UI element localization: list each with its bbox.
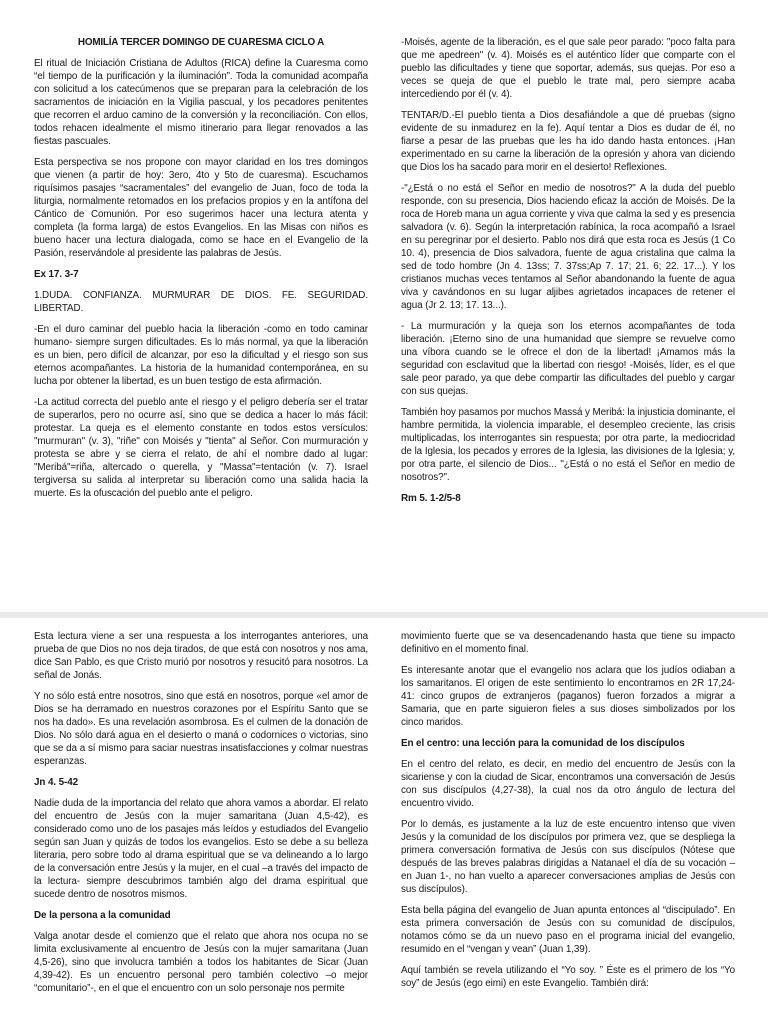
paragraph: movimiento fuerte que se va desencadenando hasta que tiene su impacto definitivo en el momento final. — [401, 631, 735, 655]
section-heading: De la persona a la comunidad — [34, 910, 171, 921]
page2-left-column — [34, 618, 368, 1003]
paragraph: Es interesante anotar que el evangelio nos aclara que los judíos odiaban a los samaritanos. El origen de este sentimiento lo encontramos en 2R 17,24-41: cinco grupos de extranjeros (paganos) fueron forzados a migrar a Samaria, que en parte siguieron fieles a sus dioses simbolizados por los cinco maridos. — [401, 665, 735, 728]
paragraph: Esta lectura viene a ser una respuesta a los interrogantes anteriores, una prueba de que Dios no nos deja tirados, de que está con nosotros y nos ama, dice San Pablo, es que Cristo murió por nosotros y resucitó para nosotros. La señal de Jonás. — [34, 631, 368, 681]
scripture-reference-ex: Ex 17. 3-7 — [34, 269, 79, 280]
page1-left-column — [34, 0, 368, 508]
paragraph: -"¿Está o no está el Señor en medio de nosotros?" A la duda del pueblo responde, con su presencia, Dios haciendo eficaz la acción de Moisés. De la roca de Horeb mana un agua corriente y viva que calma la sed y es presencia salvadora (v. 6). Según la interpretación rabínica, la roca acompañó a Israel en su peregrinar por el desierto. Pablo nos dirá que esta roca es Jesús (1 Co 10. 4), presencia de Dios salvadora, fuente de agua cristalina que calma la sed de todo hombre (Jn 4. 13ss; 7. 37ss;Ap 7. 17; 21. 6; 22. 17...). Y los cristianos muchas veces tentamos al Señor abandonando la fuente de agua viva y cavándonos en su lugar aljibes agrietados incapaces de retener el agua (Jr 2. 13; 17. 13...). — [401, 183, 735, 311]
paragraph: Y no sólo está entre nosotros, sino que está en nosotros, porque «el amor de Dios se ha derramado en nuestros corazones por el Espíritu Santo que se nos ha dado». Es una revelación asombrosa. Es el culmen de la donación de Dios. No sólo dará agua en el desierto o maná o codornices o victorias, sino que se da a sí mismo para saciar nuestras insatisfacciones y colmar nuestras esperanzas. — [34, 691, 368, 767]
document-title: HOMILÍA TERCER DOMINGO DE CUARESMA CICLO A — [77, 37, 325, 48]
page1-right-column — [401, 0, 735, 513]
paragraph: - La murmuración y la queja son los eternos acompañantes de toda liberación. ¡Eterno sino de una humanidad que siempre se revuelve como una víbora cuando se le ofrece el don de la libertad! ¡Amamos más la seguridad con esclavitud que la libertad con riesgo! -Moisés, líder, es el que sale peor parado, ya que debe compartir las dificultades del pueblo y cargar con sus quejas. — [401, 321, 735, 397]
paragraph: Por lo demás, es justamente a la luz de este encuentro intenso que viven Jesús y la comunidad de los discípulos por primera vez, que se despliega la primera conversación formativa de Jesús con sus discípulos (Nótese que después de las breves palabras dirigidas a Natanael el día de su vocación –en Juan 1-, no han vuelto a aparecer conversaciones amplias de Jesús con sus discípulos). — [401, 819, 735, 895]
paragraph: 1.DUDA. CONFIANZA. MURMURAR DE DIOS. FE. SEGURIDAD. LIBERTAD. — [34, 290, 368, 314]
paragraph: -La actitud correcta del pueblo ante el riesgo y el peligro debería ser el tratar de superarlos, pero no ocurre así, sino que se dedica a hacer lo más fácil: protestar. La queja es el elemento constante en todos estos versículos: "murmuran" (v. 3), "riñe" con Moisés y "tienta" al Señor. Con murmuración y protesta se abre y se cierra el relato, de ahí el nombre dado al lugar: "Meribá"=riña, altercado o querella, y "Massa"=tentación (v. 7). Israel tergiversa su salida al interpretar su liberación como una salida hacia la muerte. Es la ofuscación del pueblo ante el peligro. — [34, 397, 368, 499]
section-heading: En el centro: una lección para la comunidad de los discípulos — [401, 738, 685, 749]
paragraph: También hoy pasamos por muchos Massá y Meribá: la injusticia dominante, el hambre permitida, la violencia imparable, el desempleo creciente, las crisis multiplicadas, los interrogantes sin respuesta; por otra parte, la mediocridad de la Iglesia, los pecados y errores de la Iglesia, las divisiones de la Iglesia; y, por otra parte, el silencio de Dios... "¿Está o no está el Señor en medio de nosotros?". — [401, 407, 735, 483]
paragraph: -Moisés, agente de la liberación, es el que sale peor parado: "poco falta para que me apedreen" (v. 4). Moisés es el auténtico líder que comparte con el pueblo las dificultades y tiene que soportar, además, sus quejas. Por eso a veces se queja de que el pueblo le trate mal, pero siempre acaba intercediendo por él (v. 4). — [401, 37, 735, 100]
paragraph: El ritual de Iniciación Cristiana de Adultos (RICA) define la Cuaresma como “el tiempo de la purificación y la iluminación”. Toda la comunidad acompaña con solicitud a los catecúmenos que se preparan para la celebración de los sacramentos de iniciación en la Vigilia pascual, y los pecadores penitentes que recorren el arduo camino de la conversión y la reconciliación. Con ellos, todos rehacen idealmente el mismo itinerario para llegar renovados a las fiestas pascuales. — [34, 58, 368, 147]
scripture-reference-jn: Jn 4. 5-42 — [34, 777, 79, 788]
scripture-reference-rm: Rm 5. 1-2/5-8 — [401, 493, 461, 504]
paragraph: Esta bella página del evangelio de Juan apunta entonces al “discipulado”. En esta primera conversación de Jesús con su comunidad de discípulos, notamos cómo se da un nuevo paso en el programa inicial del evangelio, resumido en el “vengan y vean” (Juan 1,39). — [401, 905, 735, 955]
paragraph: TENTAR/D.-El pueblo tienta a Dios desafiándole a que dé pruebas (signo evidente de su inmadurez en la fe). Aquí tentar a Dios es dudar de él, no fiarse a pesar de las pruebas que les ha ido dando hasta entonces. ¡Han experimentado en su carne la liberación de la opresión y ahora van diciendo que Dios los ha sacado para morir en el desierto! Reflexiones. — [401, 110, 735, 173]
document-page-2 — [0, 618, 768, 1024]
paragraph: En el centro del relato, es decir, en medio del encuentro de Jesús con la sicariense y con la ciudad de Sicar, encontramos una conversación de Jesús con sus discípulos (4,27-38), la cual nos da otro ángulo de lectura del encuentro vivido. — [401, 759, 735, 809]
paragraph: Esta perspectiva se nos propone con mayor claridad en los tres domingos que vienen (a partir de hoy: 3ero, 4to y 5to de cuaresma). Escuchamos riquísimos pasajes “sacramentales” del evangelio de Juan, foco de toda la liturgia, normalmente retomados en los prefacios propios y en la antífona del Cántico de Comunión. Por eso sugerimos hacer una lectura atenta y completa (la forma larga) de estos Evangelios. En las Misas con niños es bueno hacer una lectura dialogada, como se hace en el Evangelio de la Pasión, reservándole al presidente las palabras de Jesús. — [34, 157, 368, 259]
paragraph: Aquí también se revela utilizando el “Yo soy. ” Éste es el primero de los “Yo soy” de Jesús (ego eimi) en este Evangelio. También dirá: — [401, 965, 735, 989]
paragraph: Valga anotar desde el comienzo que el relato que ahora nos ocupa no se limita exclusivamente al encuentro de Jesús con la mujer samaritana (Juan 4,5-26), sino que involucra también a todos los habitantes de Sicar (Juan 4,39-42). Es un encuentro personal pero también colectivo –o mejor “comunitario”-, en el que el encuentro con un solo personaje nos permite — [34, 931, 368, 994]
page2-right-column — [401, 618, 735, 998]
paragraph: -En el duro caminar del pueblo hacia la liberación -como en todo caminar humano- siempre surgen dificultades. Es lo más normal, ya que la liberación es un bien, pero difícil de alcanzar, por eso la dificultad y el riesgo son sus eternos acompañantes. La historia de la humanidad contemporánea, en su lucha por obtener la libertad, es un buen testigo de esta afirmación. — [34, 324, 368, 387]
paragraph: Nadie duda de la importancia del relato que ahora vamos a abordar. El relato del encuentro de Jesús con la mujer samaritana (Juan 4,5-42), es considerado como uno de los pasajes más leídos y estudiados del Evangelio según san Juan y quizás de todos los evangelios. Esto se debe a su belleza literaria, pero sobre todo al drama espiritual que se va delineando a lo largo de la conversación entre Jesús y la mujer, en el cual –a través del impacto de la lectura- siempre descubrimos también algo del drama espiritual que sucede dentro de nosotros mismos. — [34, 798, 368, 900]
